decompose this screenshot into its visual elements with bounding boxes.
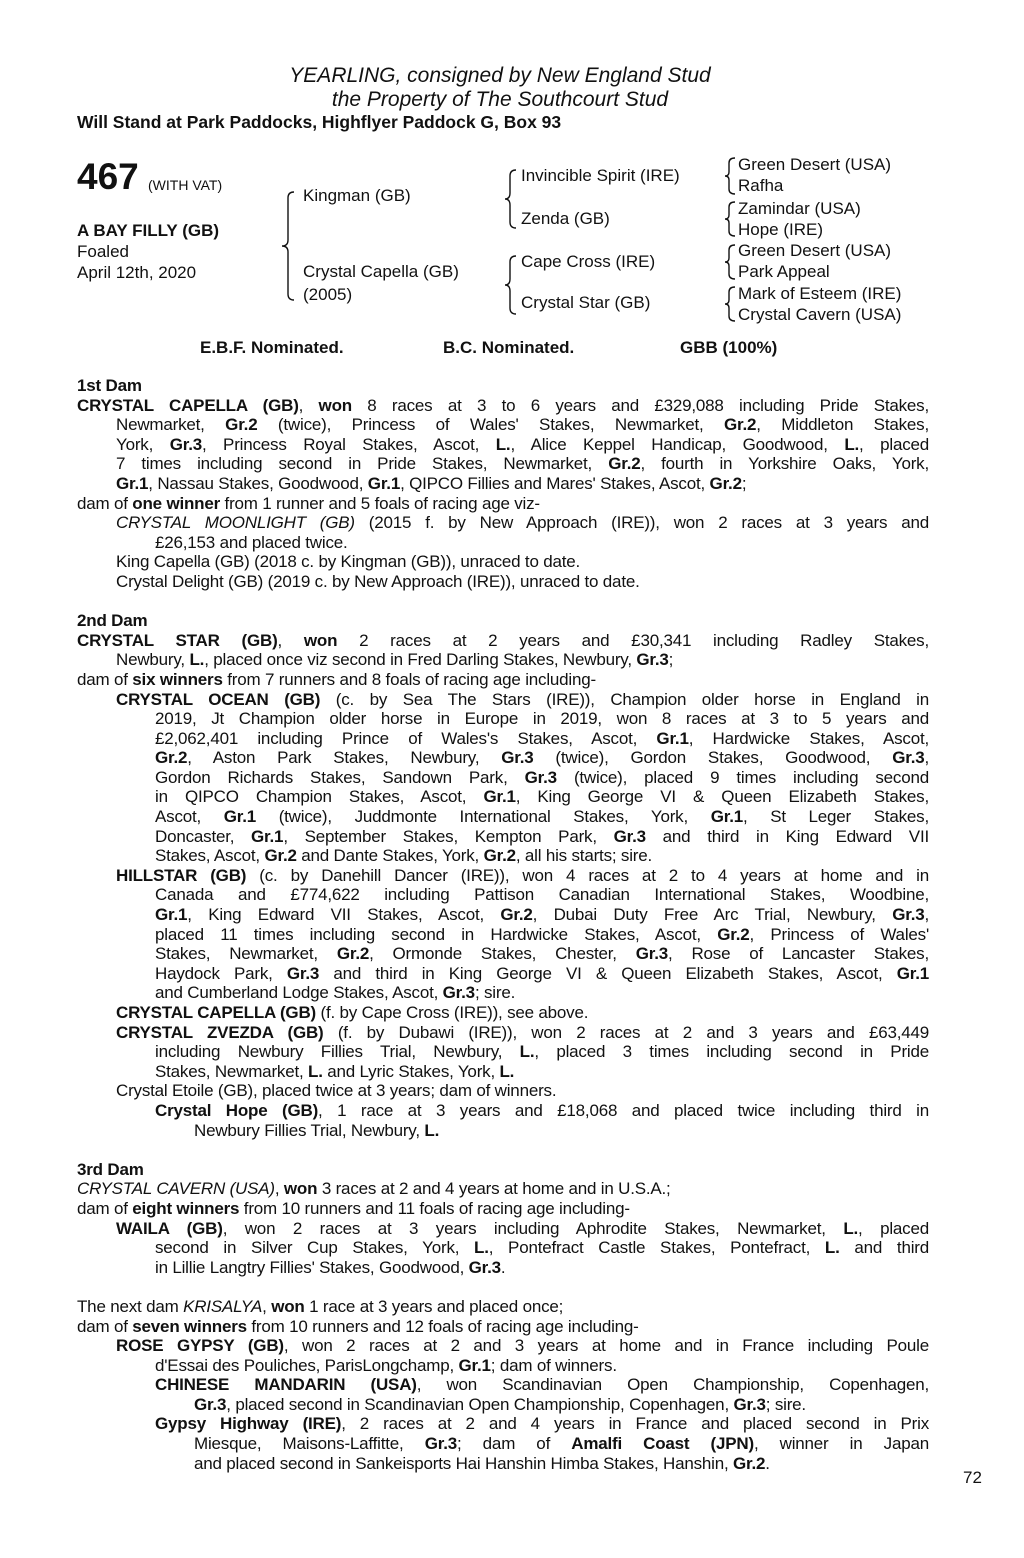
text-line: [77, 709, 929, 729]
bold-text: L.: [824, 1238, 840, 1258]
text-run: Ascot,: [155, 807, 224, 827]
text-run: 8 races at 3 to 6 years and £329,088 including Pride Stakes,: [351, 395, 930, 415]
text-run: ; dam of: [457, 1434, 572, 1454]
text-run: , Dubai Duty Free Arc Trial, Newbury,: [532, 905, 893, 925]
blank-line: [77, 1140, 929, 1160]
bold-text: ROSE GYPSY (GB): [116, 1336, 284, 1356]
text-line: [77, 944, 929, 964]
brace-gen3-4: [725, 287, 735, 321]
bold-text: CRYSTAL STAR (GB): [77, 630, 278, 650]
bold-text: Gr.2: [336, 944, 370, 964]
produce-record: [77, 1081, 929, 1101]
text-run: , Pontefract Castle Stakes, Pontefract,: [488, 1238, 825, 1258]
bold-text: Gr.1: [367, 473, 401, 493]
text-line: [77, 650, 929, 670]
text-line: [77, 807, 929, 827]
text-run: ,: [262, 1296, 272, 1316]
text-run: ; dam of winners.: [490, 1355, 617, 1375]
pedigree-gen3-8: Crystal Cavern (USA): [738, 305, 902, 324]
text-run: Crystal Delight (GB) (2019 c. by New Approach (IRE)), unraced to date.: [116, 571, 640, 591]
text-run: ; sire.: [474, 983, 516, 1003]
stand-location: Will Stand at Park Paddocks, Highflyer Paddock G, Box 93: [77, 112, 562, 132]
text-run: 7 times including second in Pride Stakes, Newmarket,: [116, 454, 609, 474]
text-line: [77, 1434, 929, 1454]
bold-text: L.: [189, 650, 205, 670]
text-line: [77, 552, 929, 572]
text-run: ,: [924, 748, 929, 768]
dam-section: [77, 1297, 929, 1473]
bold-text: CRYSTAL CAPELLA (GB): [116, 1003, 316, 1022]
text-run: , QIPCO Fillies and Mares' Stakes, Ascot,: [400, 473, 710, 493]
text-run: , placed once viz second in Fred Darling Stakes, Newbury,: [204, 650, 637, 670]
text-run: , won Scandinavian Open Championship, Copenhagen,: [416, 1375, 929, 1395]
text-run: , Princess Royal Stakes, Ascot,: [201, 434, 496, 454]
text-run: (2015 f. by New Approach (IRE)), won 2 races at 3 years and: [354, 513, 929, 533]
bold-text: Gr.1: [710, 807, 743, 827]
text-line: [77, 925, 929, 945]
bold-text: Gypsy Highway (IRE): [155, 1414, 342, 1434]
text-run: from 1 runner and 5 foals of racing age viz-: [220, 493, 540, 513]
bold-text: L.: [843, 1218, 859, 1238]
text-run: dam of: [77, 669, 133, 689]
text-line: [77, 768, 929, 788]
pedigree-gen3-2: Rafha: [738, 176, 784, 195]
text-run: , Alice Keppel Handicap, Goodwood,: [510, 434, 845, 454]
bold-text: CRYSTAL CAPELLA (GB): [77, 395, 299, 415]
text-run: York,: [116, 434, 170, 454]
text-run: , Nassau Stakes, Goodwood,: [148, 473, 368, 493]
text-run: ,: [277, 630, 304, 650]
text-run: ,: [274, 1179, 284, 1199]
text-line: [77, 572, 929, 592]
bold-text: L.: [308, 1061, 323, 1081]
text-line: [77, 1121, 929, 1141]
text-run: , 1 race at 3 years and £18,068 and placed twice including third in: [318, 1100, 929, 1120]
produce-record: [77, 1375, 929, 1414]
text-run: The next dam: [77, 1296, 184, 1316]
bold-text: Gr.1: [483, 787, 516, 807]
bold-text: Amalfi Coast (JPN): [571, 1434, 754, 1454]
pedigree-dam-year: (2005): [303, 285, 353, 304]
bold-text: Gr.3: [468, 1257, 501, 1277]
text-run: Stakes, Newmarket,: [155, 1061, 309, 1081]
text-line: [77, 1258, 929, 1278]
bold-text: L.: [519, 1042, 535, 1062]
text-run: (twice), Princess of Wales' Stakes, Newmarket,: [257, 415, 724, 435]
pedigree-dam-sire: Cape Cross (IRE): [521, 252, 656, 271]
vat-note: (WITH VAT): [148, 177, 223, 193]
bold-text: Gr.3: [169, 434, 202, 454]
bold-text: Gr.1: [251, 826, 284, 846]
text-run: Haydock Park,: [155, 963, 287, 983]
dam-record: [77, 670, 929, 690]
dam-record: [77, 494, 929, 514]
text-run: 2019, Jt Champion older horse in Europe in 2019, won 8 races at 3 to 5 years and: [155, 709, 929, 729]
text-run: , placed: [859, 434, 930, 454]
bold-text: Gr.2: [264, 846, 297, 866]
text-line: [77, 964, 929, 984]
text-line: [77, 1356, 929, 1376]
text-run: ,: [924, 905, 929, 925]
text-line: [77, 690, 929, 710]
text-run: and Lyric Stakes, York,: [322, 1061, 500, 1081]
text-line: [77, 454, 929, 474]
foaled-date: April 12th, 2020: [77, 263, 197, 282]
produce-record: [77, 690, 929, 866]
pedigree-gen3-6: Park Appeal: [738, 262, 830, 281]
text-line: [77, 494, 929, 514]
text-run: , Middleton Stakes,: [756, 415, 929, 435]
text-run: (twice), Juddmonte International Stakes, York,: [256, 807, 711, 827]
bold-text: Gr.1: [155, 905, 188, 925]
text-line: [77, 905, 929, 925]
text-run: (c. by Danehill Dancer (IRE)), won 4 races at 2 to 4 years at home and in: [246, 865, 929, 885]
blank-line: [77, 592, 929, 612]
text-line: [77, 1414, 929, 1434]
text-run: , King George VI & Queen Elizabeth Stakes,: [515, 787, 929, 807]
text-run: d'Essai des Pouliches, ParisLongchamp,: [155, 1355, 459, 1375]
text-run: Newbury,: [116, 650, 190, 670]
text-run: Doncaster,: [155, 826, 252, 846]
bold-text: Gr.3: [733, 1394, 766, 1414]
ebf-nomination: E.B.F. Nominated.: [200, 338, 344, 357]
text-run: and third in King George VI & Queen Elizabeth Stakes, Ascot,: [319, 963, 897, 983]
text-run: and third in King Edward VII: [645, 826, 929, 846]
text-run: Gordon Richards Stakes, Sandown Park,: [155, 767, 525, 787]
text-line: [77, 827, 929, 847]
section-heading: 2nd Dam: [77, 611, 148, 631]
bold-text: Gr.3: [636, 650, 669, 670]
dam-record: [77, 396, 929, 494]
text-line: [77, 787, 929, 807]
bold-text: Gr.3: [442, 983, 475, 1003]
bold-text: won: [303, 630, 338, 650]
section-heading: 3rd Dam: [77, 1159, 144, 1179]
text-run: Stakes, Newmarket,: [155, 944, 337, 964]
bold-text: Gr.3: [424, 1434, 457, 1454]
produce-record: [77, 1414, 929, 1473]
text-run: in Lillie Langtry Fillies' Stakes, Goodwood,: [155, 1257, 469, 1277]
bold-text: Gr.3: [194, 1394, 227, 1414]
pedigree-sire: Kingman (GB): [303, 186, 411, 205]
blank-line: [77, 1277, 929, 1297]
text-line: [77, 513, 929, 533]
pedigree-sire-sire: Invincible Spirit (IRE): [521, 166, 680, 185]
pedigree-gen3-1: Green Desert (USA): [738, 155, 892, 174]
text-line: [77, 1062, 929, 1082]
consignor-line: YEARLING, consigned by New England Stud: [289, 64, 711, 87]
text-run: including Newbury Fillies Trial, Newbury,: [155, 1042, 520, 1062]
text-line: [77, 1179, 929, 1199]
bold-text: Gr.2: [724, 415, 757, 435]
produce-record: [77, 513, 929, 552]
text-line: [77, 1238, 929, 1258]
text-line: [77, 1454, 929, 1474]
bold-text: Gr.3: [635, 944, 669, 964]
text-run: , all his starts; sire.: [515, 846, 653, 866]
lot-description: A BAY FILLY (GB): [77, 221, 220, 240]
produce-record: [77, 1023, 929, 1082]
text-run: £26,153 and placed twice.: [155, 532, 348, 552]
bold-text: Gr.1: [896, 963, 930, 983]
text-run: , Ormonde Stakes, Chester,: [369, 944, 636, 964]
pedigree-gen3-5: Green Desert (USA): [738, 241, 892, 260]
bold-text: won: [318, 395, 352, 415]
foaled-label: Foaled: [77, 242, 129, 261]
text-run: placed 11 times including second in Hardwicke Stakes, Ascot,: [155, 924, 718, 944]
bold-text: L.: [474, 1238, 489, 1258]
text-run: ,: [298, 395, 319, 415]
gbb-status: GBB (100%): [680, 338, 778, 357]
bold-text: L.: [424, 1120, 440, 1140]
text-run: 1 race at 3 years and placed once;: [304, 1296, 564, 1316]
text-line: [77, 474, 929, 494]
bold-text: L.: [844, 434, 860, 454]
text-run: (c. by Sea The Stars (IRE)), Champion older horse in England in: [320, 689, 930, 709]
pedigree-sire-dam: Zenda (GB): [521, 209, 610, 228]
bold-text: Gr.3: [501, 748, 534, 768]
text-run: dam of: [77, 493, 133, 513]
produce-record: [77, 1101, 929, 1140]
bold-text: CHINESE MANDARIN (USA): [155, 1375, 417, 1395]
text-run: .: [500, 1257, 506, 1277]
produce-record: [77, 866, 929, 1003]
pedigree-gen3-7: Mark of Esteem (IRE): [738, 284, 902, 303]
bold-text: CRYSTAL OCEAN (GB): [116, 689, 321, 709]
pedigree-dam-dam: Crystal Star (GB): [521, 293, 651, 312]
bold-text: Gr.2: [225, 415, 258, 435]
text-line: [77, 1101, 929, 1121]
text-line: [77, 866, 929, 886]
text-run: (twice), Gordon Stakes, Goodwood,: [533, 748, 893, 768]
text-run: , St Leger Stakes,: [742, 807, 930, 827]
text-line: [77, 1199, 929, 1219]
dam-section: [77, 376, 929, 592]
dam-record: [77, 1297, 929, 1317]
italic-text: CRYSTAL MOONLIGHT (GB): [116, 513, 355, 533]
bold-text: Gr.2: [500, 905, 533, 925]
catalogue-body: [77, 376, 929, 1473]
dam-section: [77, 611, 929, 1140]
text-run: (f. by Dubawi (IRE)), won 2 races at 2 and 3 years and £63,449: [323, 1022, 930, 1042]
bold-text: Gr.1: [223, 807, 257, 827]
text-line: [77, 435, 929, 455]
text-run: from 10 runners and 12 foals of racing age including-: [246, 1316, 639, 1336]
text-line: [77, 1375, 929, 1395]
text-run: Miesque, Maisons-Laffitte,: [194, 1434, 425, 1454]
text-run: , September Stakes, Kempton Park,: [283, 826, 614, 846]
text-line: [77, 1395, 929, 1415]
bold-text: Gr.2: [717, 924, 750, 944]
text-run: ; sire.: [765, 1394, 806, 1414]
text-run: from 7 runners and 8 foals of racing age including-: [222, 669, 596, 689]
bold-text: Gr.2: [155, 748, 188, 768]
text-line: [77, 1003, 929, 1023]
brace-gen3-1: [725, 158, 735, 194]
text-run: from 10 runners and 11 foals of racing age including-: [239, 1198, 630, 1218]
text-run: , King Edward VII Stakes, Ascot,: [187, 905, 501, 925]
bold-text: eight winners: [132, 1198, 240, 1218]
text-line: [77, 1297, 929, 1317]
dam-record: [77, 631, 929, 670]
italic-text: CRYSTAL CAVERN (USA): [77, 1179, 275, 1199]
italic-text: KRISALYA: [183, 1296, 263, 1316]
lot-number: 467: [77, 156, 139, 197]
produce-record: [77, 1219, 929, 1278]
text-run: (twice), placed 9 times including second: [556, 767, 929, 787]
property-line: the Property of The Southcourt Stud: [331, 88, 669, 111]
bold-text: Gr.2: [709, 473, 742, 493]
bold-text: CRYSTAL ZVEZDA (GB): [116, 1022, 324, 1042]
text-run: Newmarket,: [116, 415, 226, 435]
text-run: in QIPCO Champion Stakes, Ascot,: [155, 787, 484, 807]
bold-text: Gr.1: [458, 1355, 491, 1375]
text-run: King Capella (GB) (2018 c. by Kingman (GB)), unraced to date.: [116, 552, 581, 572]
text-line: [77, 1023, 929, 1043]
text-run: , 2 races at 2 and 4 years in France and placed second in Prix: [341, 1414, 929, 1434]
text-run: and placed second in Sankeisports Hai Hanshin Himba Stakes, Hanshin,: [194, 1453, 734, 1473]
bold-text: Gr.3: [892, 748, 925, 768]
bold-text: Gr.3: [892, 905, 925, 925]
text-run: and Dante Stakes, York,: [296, 846, 484, 866]
text-line: [77, 748, 929, 768]
text-run: , placed: [858, 1218, 929, 1238]
text-run: 3 races at 2 and 4 years at home and in U.S.A.;: [317, 1179, 671, 1199]
text-line: [77, 885, 929, 905]
text-run: (f. by Cape Cross (IRE)), see above.: [316, 1003, 589, 1022]
text-run: , won 2 races at 3 years including Aphrodite Stakes, Newmarket,: [222, 1218, 844, 1238]
text-line: [77, 1081, 929, 1101]
text-run: , placed second in Scandinavian Open Championship, Copenhagen,: [226, 1394, 734, 1414]
text-run: .: [765, 1453, 770, 1473]
section-heading: 1st Dam: [77, 376, 142, 395]
bold-text: won: [283, 1179, 318, 1199]
text-run: , Rose of Lancaster Stakes,: [668, 944, 929, 964]
text-run: , Aston Park Stakes, Newbury,: [187, 748, 502, 768]
text-run: £2,062,401 including Prince of Wales's Stakes, Ascot,: [155, 728, 657, 748]
text-line: [77, 846, 929, 866]
bold-text: seven winners: [132, 1316, 247, 1336]
bold-text: Gr.2: [483, 846, 516, 866]
bold-text: won: [271, 1296, 305, 1316]
text-run: , won 2 races at 2 and 3 years at home and in France including Poule: [283, 1336, 929, 1356]
text-run: dam of: [77, 1198, 133, 1218]
bold-text: WAILA (GB): [116, 1218, 223, 1238]
text-run: ;: [668, 650, 674, 670]
bold-text: six winners: [132, 669, 223, 689]
brace-gen2-bottom: [505, 256, 516, 314]
bold-text: Gr.3: [524, 767, 557, 787]
produce-record: [77, 572, 929, 592]
bold-text: Gr.3: [286, 963, 320, 983]
text-line: [77, 670, 929, 690]
bold-text: L.: [499, 1061, 515, 1081]
text-line: [77, 396, 929, 416]
text-line: [77, 1219, 929, 1239]
pedigree-dam: Crystal Capella (GB): [303, 262, 459, 281]
text-run: , Princess of Wales': [749, 924, 929, 944]
text-run: , fourth in Yorkshire Oaks, York,: [640, 454, 929, 474]
text-line: [77, 631, 929, 651]
text-run: 2 races at 2 years and £30,341 including Radley Stakes,: [337, 630, 929, 650]
text-run: Crystal Etoile (GB), placed twice at 3 years; dam of winners.: [116, 1081, 557, 1101]
bc-nomination: B.C. Nominated.: [443, 338, 575, 357]
text-line: [77, 1042, 929, 1062]
brace-gen2-top: [505, 170, 516, 228]
text-run: second in Silver Cup Stakes, York,: [155, 1238, 475, 1258]
produce-record: [77, 1003, 929, 1023]
text-run: Newbury Fillies Trial, Newbury,: [194, 1120, 425, 1140]
bold-text: HILLSTAR (GB): [116, 865, 247, 885]
text-run: , winner in Japan: [753, 1434, 929, 1454]
pedigree-gen3-3: Zamindar (USA): [738, 199, 861, 218]
text-run: dam of: [77, 1316, 133, 1336]
produce-record: [77, 1336, 929, 1375]
brace-gen1: [282, 192, 294, 300]
bold-text: Gr.2: [608, 454, 641, 474]
text-run: , Hardwicke Stakes, Ascot,: [688, 728, 930, 748]
dam-record: [77, 1317, 929, 1337]
bold-text: Crystal Hope (GB): [155, 1100, 319, 1120]
page-number: 72: [963, 1468, 982, 1487]
text-line: [77, 729, 929, 749]
text-line: [77, 983, 929, 1003]
text-run: Stakes, Ascot,: [155, 846, 265, 866]
text-run: and Cumberland Lodge Stakes, Ascot,: [155, 983, 443, 1003]
pedigree-gen3-4: Hope (IRE): [738, 220, 824, 239]
bold-text: Gr.1: [656, 728, 689, 748]
text-line: [77, 533, 929, 553]
text-line: [77, 415, 929, 435]
pedigree-braces: [0, 0, 1024, 340]
text-run: , placed 3 times including second in Pride: [534, 1042, 929, 1062]
text-run: ;: [741, 473, 747, 493]
bold-text: L.: [495, 434, 511, 454]
text-run: and third: [839, 1238, 929, 1258]
bold-text: Gr.2: [733, 1453, 766, 1473]
bold-text: Gr.3: [613, 826, 646, 846]
brace-gen3-3: [725, 245, 735, 279]
text-run: Canada and £774,622 including Pattison Canadian International Stakes, Woodbine,: [155, 885, 929, 905]
dam-record: [77, 1199, 929, 1219]
dam-section: [77, 1160, 929, 1278]
bold-text: one winner: [132, 493, 221, 513]
bold-text: Gr.1: [116, 473, 149, 493]
brace-gen3-2: [725, 202, 735, 236]
produce-record: [77, 552, 929, 572]
dam-record: [77, 1179, 929, 1199]
text-line: [77, 1336, 929, 1356]
text-line: [77, 1317, 929, 1337]
